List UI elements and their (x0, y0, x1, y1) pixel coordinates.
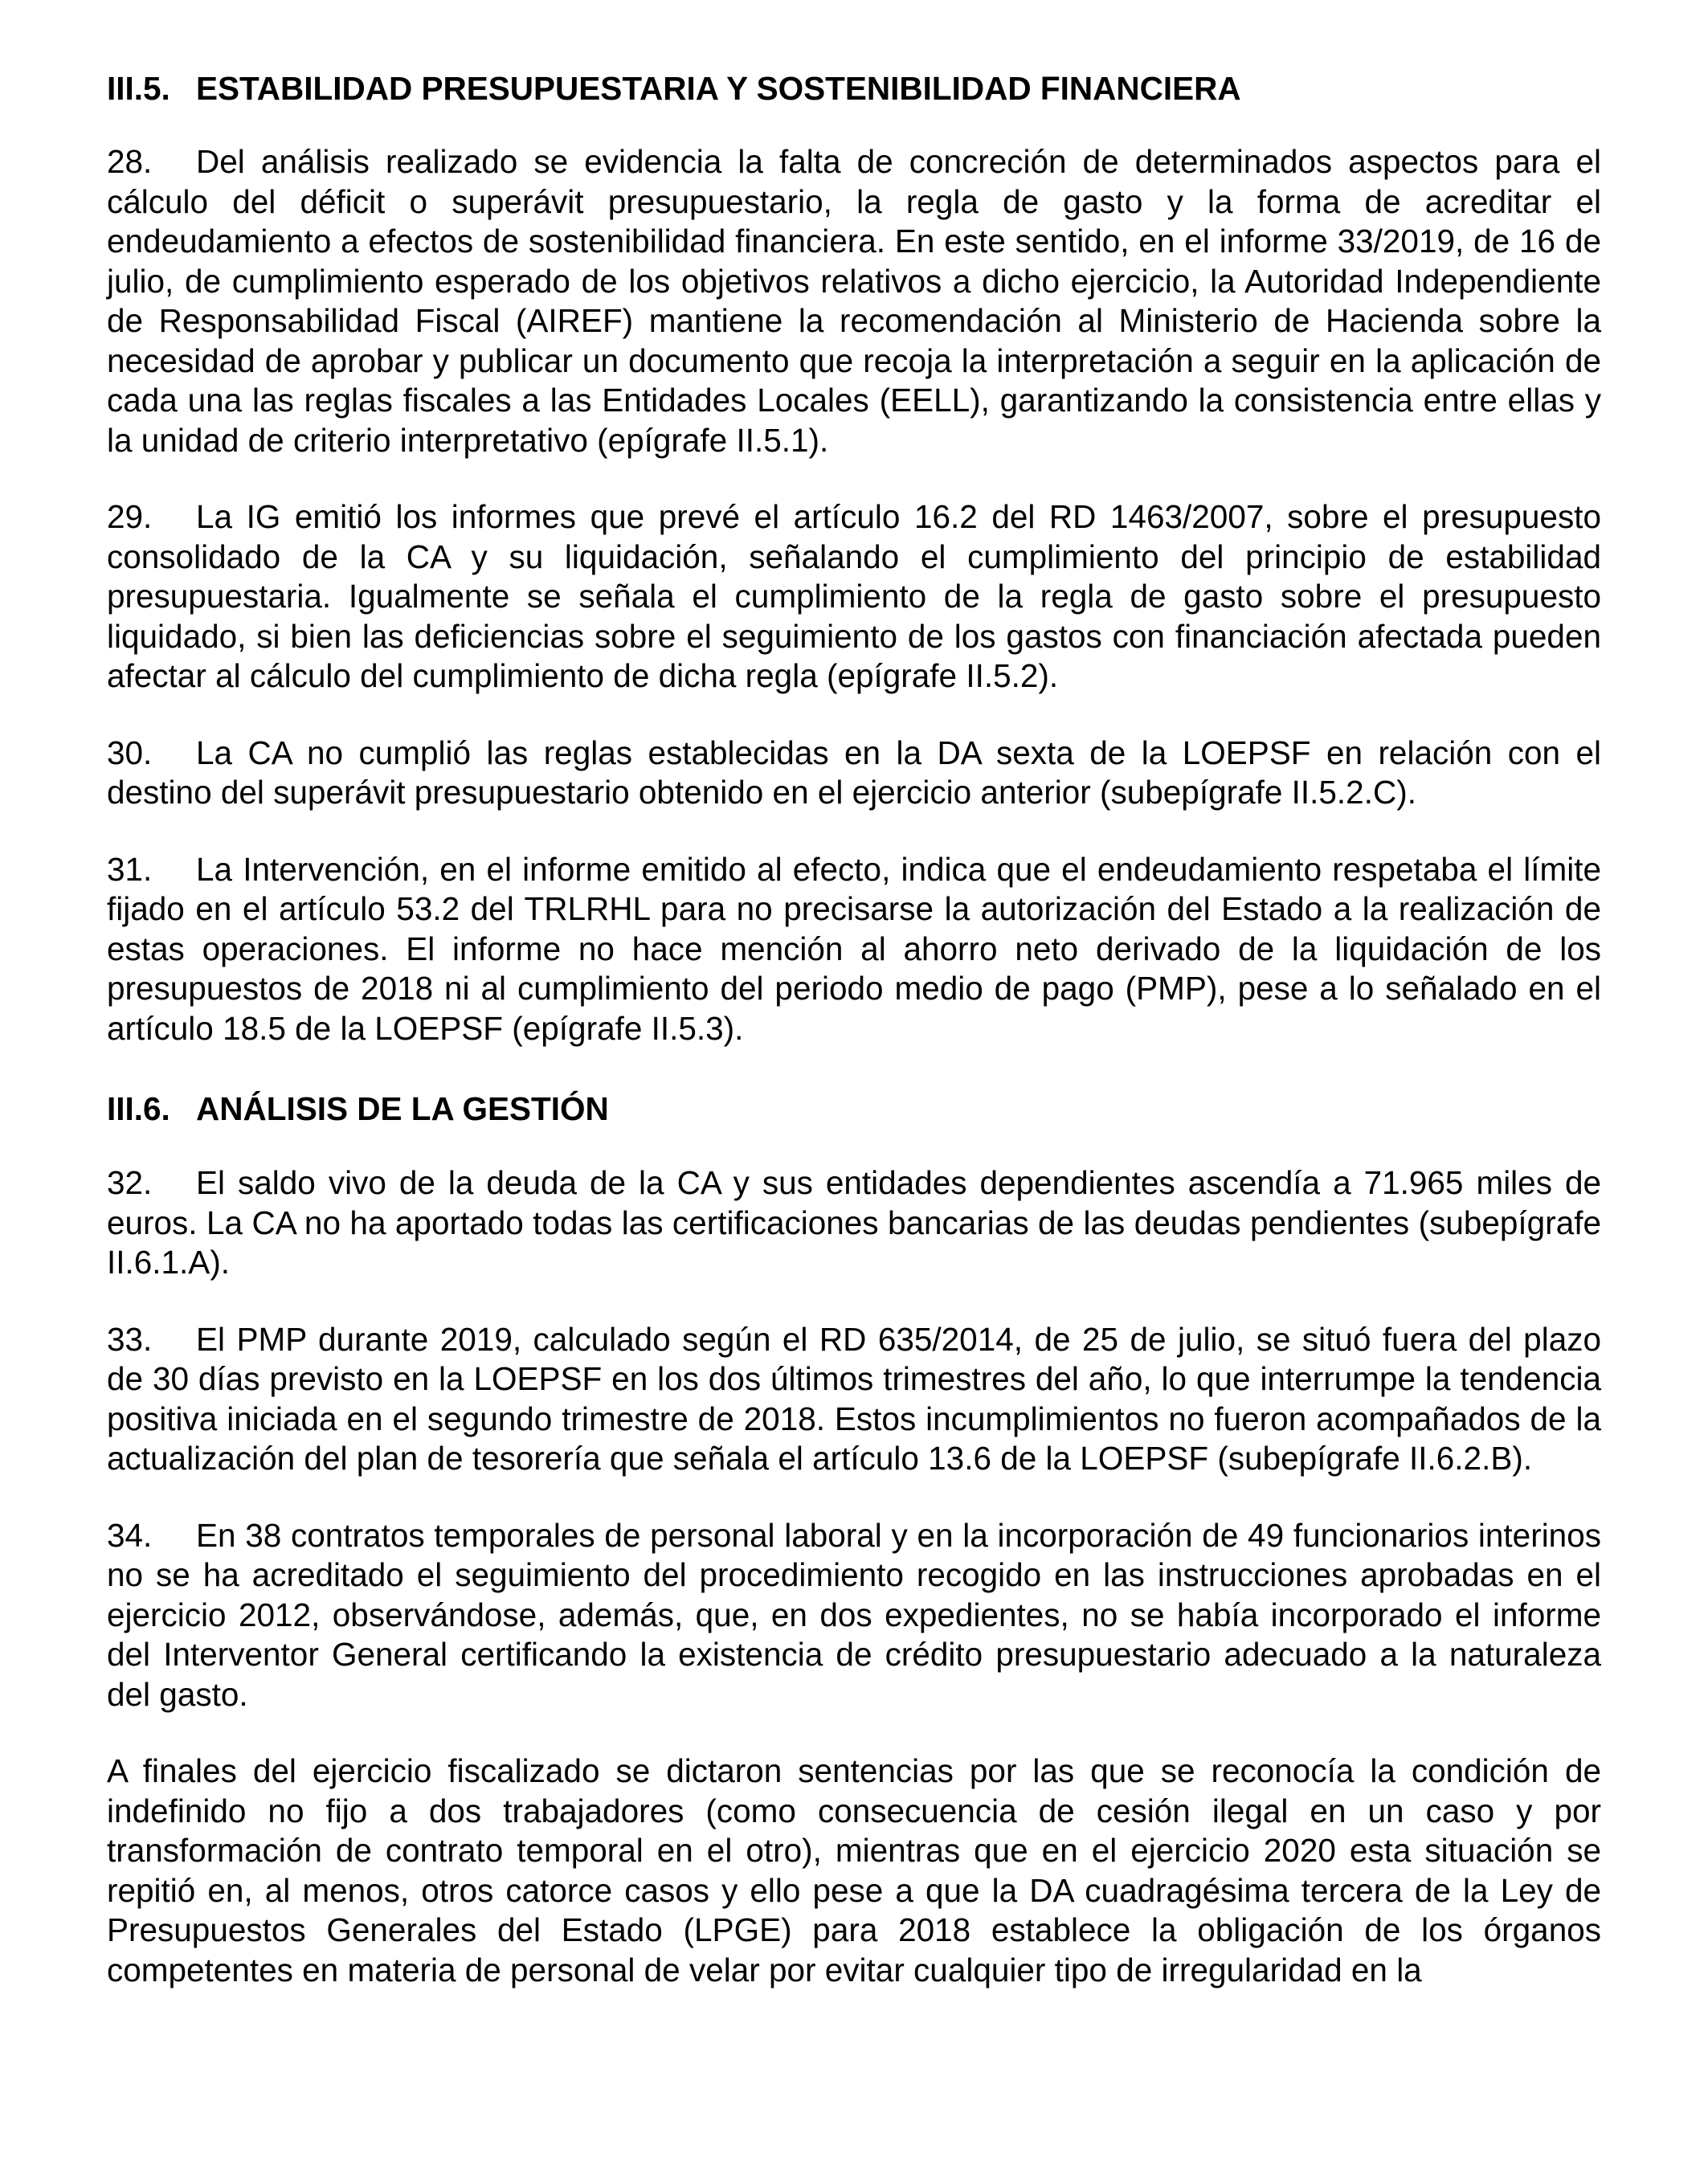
paragraph (107, 1163, 1601, 1283)
paragraph-text: La Intervención, en el informe emitido al efecto, indica que el endeudamiento respetaba el límite fijado en el artículo 53.2 del TRLRHL para no precisarse la autorización del Estado a la realización de estas operaciones. El informe no hace mención al ahorro neto derivado de la liquidación de los presupuestos de 2018 ni al cumplimiento del periodo medio de pago (PMP), pese a lo señalado en el artículo 18.5 de la LOEPSF (epígrafe II.5.3). (107, 850, 1601, 1047)
paragraph (107, 497, 1601, 697)
paragraph-number: 31. (107, 850, 153, 888)
paragraph-number: 29. (107, 498, 153, 535)
paragraph-text: La CA no cumplió las reglas establecidas en la DA sexta de la LOEPSF en relación con el destino del superávit presupuestario obtenido en el ejercicio anterior (subepígrafe II.5.2.C). (107, 734, 1601, 811)
paragraph-text: Del análisis realizado se evidencia la falta de concreción de determinados aspectos para el cálculo del déficit o superávit presupuestario, la regla de gasto y la forma de acreditar el endeudamiento a efectos de sostenibilidad financiera. En este sentido, en el informe 33/2019, de 16 de julio, de cumplimiento esperado de los objetivos relativos a dicho ejercicio, la Autoridad Independiente de Responsabilidad Fiscal (AIREF) mantiene la recomendación al Ministerio de Hacienda sobre la necesidad de aprobar y publicar un documento que recoja la interpretación a seguir en la aplicación de cada una las reglas fiscales a las Entidades Locales (EELL), garantizando la consistencia entre ellas y la unidad de criterio interpretativo (epígrafe II.5.1). (107, 143, 1601, 459)
paragraph (107, 142, 1601, 460)
paragraph (107, 1751, 1601, 1990)
section-title: ANÁLISIS DE LA GESTIÓN (196, 1090, 609, 1127)
paragraph-text: La IG emitió los informes que prevé el artículo 16.2 del RD 1463/2007, sobre el presupuesto consolidado de la CA y su liquidación, señalando el cumplimiento del principio de estabilidad presupuestaria. Igualmente se señala el cumplimiento de la regla de gasto sobre el presupuesto liquidado, si bien las deficiencias sobre el seguimiento de los gastos con financiación afectada pueden afectar al cálculo del cumplimiento de dicha regla (epígrafe II.5.2). (107, 498, 1601, 694)
paragraph-text: En 38 contratos temporales de personal laboral y en la incorporación de 49 funcionarios interinos no se ha acreditado el seguimiento del procedimiento recogido en las instrucciones aprobadas en el ejercicio 2012, observándose, además, que, en dos expedientes, no se había incorporado el informe del Interventor General certificando la existencia de crédito presupuestario adecuado a la naturaleza del gasto. (107, 1516, 1601, 1713)
paragraph-text: A finales del ejercicio fiscalizado se dictaron sentencias por las que se reconocía la condición de indefinido no fijo a dos trabajadores (como consecuencia de cesión ilegal en un caso y por transformación de contrato temporal en el otro), mientras que en el ejercicio 2020 esta situación se repitió en, al menos, otros catorce casos y ello pese a que la DA cuadragésima tercera de la Ley de Presupuestos Generales del Estado (LPGE) para 2018 establece la obligación de los órganos competentes en materia de personal de velar por evitar cualquier tipo de irregularidad en la (107, 1752, 1601, 1988)
paragraph-number: 34. (107, 1516, 153, 1554)
paragraph (107, 1516, 1601, 1715)
section-number: III.6. (107, 1090, 170, 1127)
paragraph-number: 30. (107, 734, 153, 771)
paragraph-number: 33. (107, 1320, 153, 1358)
paragraph (107, 734, 1601, 813)
section-number: III.5. (107, 70, 170, 107)
section-heading (107, 1089, 1601, 1129)
paragraph-number: 32. (107, 1164, 153, 1201)
section-title: ESTABILIDAD PRESUPUESTARIA Y SOSTENIBILIDAD FINANCIERA (196, 70, 1241, 107)
paragraph (107, 850, 1601, 1049)
paragraph-text: El saldo vivo de la deuda de la CA y sus entidades dependientes ascendía a 71.965 miles de euros. La CA no ha aportado todas las certificaciones bancarias de las deudas pendientes (subepígrafe II.6.1.A). (107, 1164, 1601, 1281)
paragraph-number: 28. (107, 143, 153, 180)
section-heading (107, 68, 1601, 108)
paragraph (107, 1320, 1601, 1479)
paragraph-text: El PMP durante 2019, calculado según el RD 635/2014, de 25 de julio, se situó fuera del plazo de 30 días previsto en la LOEPSF en los dos últimos trimestres del año, lo que interrumpe la tendencia positiva iniciada en el segundo trimestre de 2018. Estos incumplimientos no fueron acompañados de la actualización del plan de tesorería que señala el artículo 13.6 de la LOEPSF (subepígrafe II.6.2.B). (107, 1320, 1601, 1477)
